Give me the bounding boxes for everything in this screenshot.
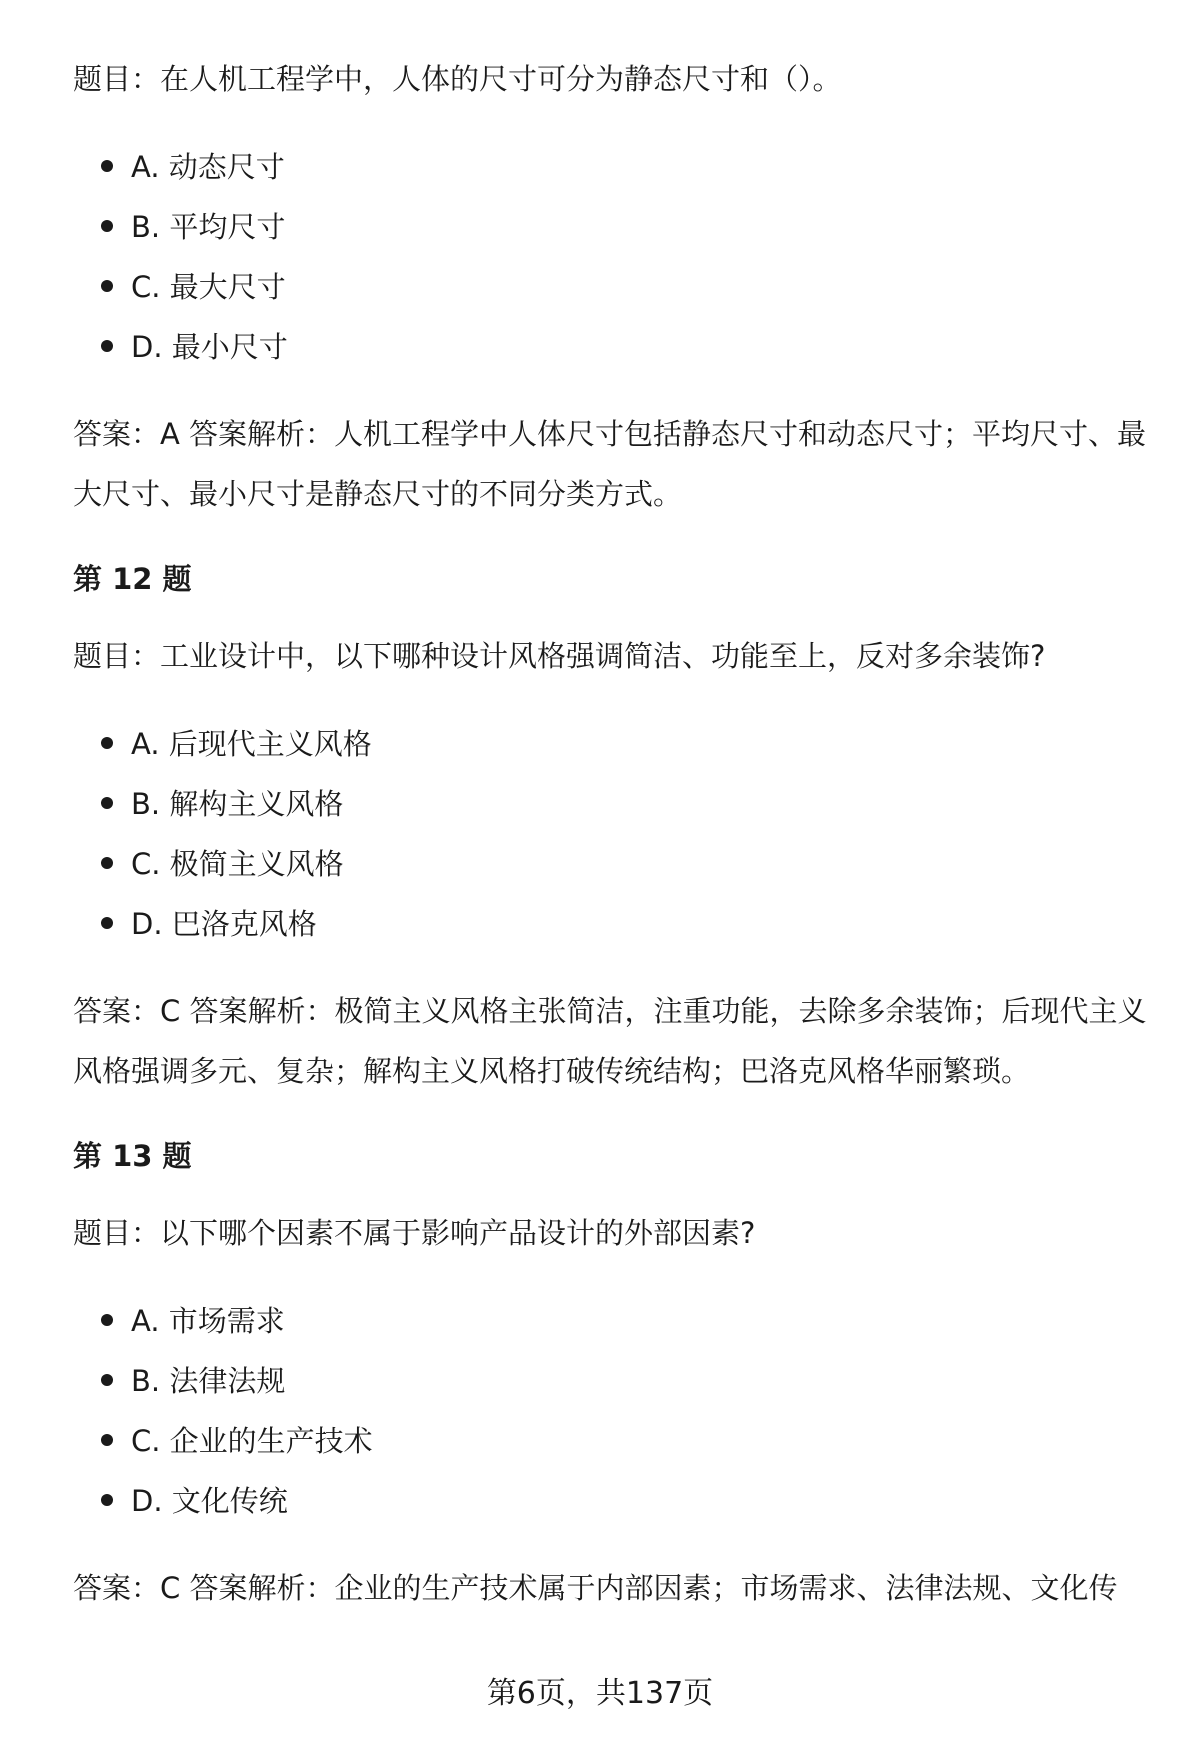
question-heading: 第 13 题 (73, 1138, 192, 1173)
answer-explanation: 答案：C 答案解析：企业的生产技术属于内部因素；市场需求、法律法规、文化传 (73, 1570, 1118, 1605)
question-text: 题目：以下哪个因素不属于影响产品设计的外部因素? (73, 1216, 756, 1250)
option-label: B. 平均尺寸 (131, 210, 286, 244)
page-number: 第6页，共137页 (0, 1664, 1200, 1724)
bullet-icon (101, 797, 113, 809)
bullet-icon (101, 220, 113, 232)
bullet-icon (101, 340, 113, 352)
option-label: C. 企业的生产技术 (131, 1424, 373, 1458)
option-item (73, 1290, 1153, 1350)
options-list (73, 1290, 1153, 1530)
option-label: C. 最大尺寸 (131, 270, 286, 304)
option-item (73, 833, 1153, 893)
option-label: A. 市场需求 (131, 1304, 285, 1338)
options-list (73, 136, 1153, 376)
options-list (73, 713, 1153, 953)
bullet-icon (101, 737, 113, 749)
option-item (73, 256, 1153, 316)
option-item (73, 893, 1153, 953)
option-item (73, 1410, 1153, 1470)
option-label: B. 解构主义风格 (131, 787, 344, 821)
document-page (73, 58, 1153, 1618)
option-label: D. 文化传统 (131, 1484, 288, 1518)
bullet-icon (101, 857, 113, 869)
option-label: D. 巴洛克风格 (131, 907, 317, 941)
bullet-icon (101, 160, 113, 172)
option-item (73, 136, 1153, 196)
option-item (73, 196, 1153, 256)
answer-explanation: 答案：A 答案解析：人机工程学中人体尺寸包括静态尺寸和动态尺寸；平均尺寸、最大尺寸、最小尺寸是静态尺寸的不同分类方式。 (73, 416, 1147, 511)
option-item (73, 713, 1153, 773)
bullet-icon (101, 1374, 113, 1386)
question-heading: 第 12 题 (73, 561, 192, 596)
bullet-icon (101, 280, 113, 292)
question-text: 题目：工业设计中，以下哪种设计风格强调简洁、功能至上，反对多余装饰? (73, 639, 1046, 673)
bullet-icon (101, 917, 113, 929)
option-label: D. 最小尺寸 (131, 330, 288, 364)
option-item (73, 773, 1153, 833)
bullet-icon (101, 1434, 113, 1446)
option-label: A. 后现代主义风格 (131, 727, 372, 761)
option-item (73, 316, 1153, 376)
option-label: B. 法律法规 (131, 1364, 286, 1398)
option-label: C. 极简主义风格 (131, 847, 344, 881)
bullet-icon (101, 1494, 113, 1506)
option-label: A. 动态尺寸 (131, 150, 285, 184)
bullet-icon (101, 1314, 113, 1326)
answer-explanation: 答案：C 答案解析：极简主义风格主张简洁，注重功能，去除多余装饰；后现代主义风格强调多元、复杂；解构主义风格打破传统结构；巴洛克风格华丽繁琐。 (73, 993, 1147, 1088)
option-item (73, 1350, 1153, 1410)
option-item (73, 1470, 1153, 1530)
question-text: 题目：在人机工程学中，人体的尺寸可分为静态尺寸和（）。 (73, 62, 842, 96)
